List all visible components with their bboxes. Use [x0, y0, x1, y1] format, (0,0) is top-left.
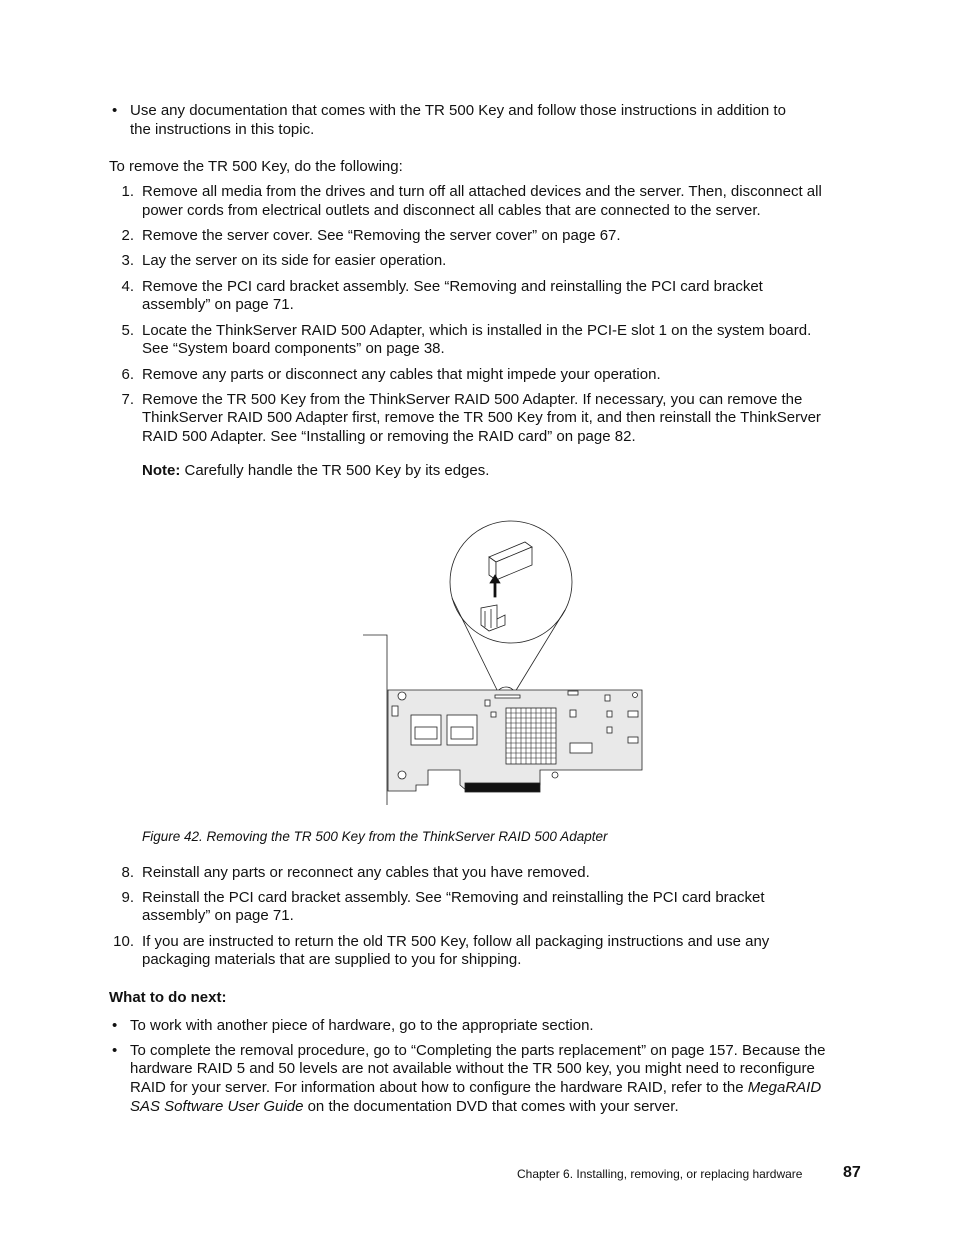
next-bullet-1: To work with another piece of hardware, go to the appropriate section.: [130, 1017, 594, 1034]
next-heading: What to do next:: [109, 989, 227, 1006]
step-5-line-1: Locate the ThinkServer RAID 500 Adapter, which is installed in the PCI-E slot 1 on the system board.: [142, 322, 812, 339]
step-number: 3.: [121, 252, 134, 269]
next-bullet-2-line-4: [130, 1098, 679, 1117]
step-7-line-2: ThinkServer RAID 500 Adapter first, remove the TR 500 Key from it, and then reinstall the ThinkServer: [142, 409, 821, 426]
step-7-line-3: RAID 500 Adapter. See “Installing or removing the RAID card” on page 82.: [142, 428, 636, 445]
next-bullet-2-line-3-text: RAID for your server. For information about how to configure the hardware RAID, refer to the: [130, 1079, 748, 1096]
intro-bullet-line-1: Use any documentation that comes with the TR 500 Key and follow those instructions in addition to: [130, 102, 786, 119]
bullet-marker: •: [112, 1042, 118, 1059]
note-label: Note:: [142, 462, 181, 479]
step-8-line-1: Reinstall any parts or reconnect any cables that you have removed.: [142, 864, 590, 881]
step-1-line-1: Remove all media from the drives and turn off all attached devices and the server. Then, disconnect all: [142, 183, 822, 200]
tr500-key-removal-illustration: [355, 515, 650, 810]
step-9-line-2: assembly” on page 71.: [142, 907, 294, 924]
intro-bullet-line-2: the instructions in this topic.: [130, 121, 315, 138]
procedure-lead: To remove the TR 500 Key, do the following:: [109, 158, 403, 175]
step-4-line-2: assembly” on page 71.: [142, 296, 294, 313]
footer-chapter: Chapter 6. Installing, removing, or replacing hardware: [517, 1167, 803, 1181]
next-bullet-2-line-3: [130, 1079, 821, 1098]
step-6-line-1: Remove any parts or disconnect any cables that might impede your operation.: [142, 366, 661, 383]
step-4-line-1: Remove the PCI card bracket assembly. See “Removing and reinstalling the PCI card bracket: [142, 278, 763, 295]
step-3-line-1: Lay the server on its side for easier operation.: [142, 252, 447, 269]
figure-caption: Figure 42. Removing the TR 500 Key from the ThinkServer RAID 500 Adapter: [142, 829, 608, 844]
step-9-line-1: Reinstall the PCI card bracket assembly. See “Removing and reinstalling the PCI card bracket: [142, 889, 765, 906]
step-number: 2.: [121, 227, 134, 244]
next-bullet-2-line-1: To complete the removal procedure, go to “Completing the parts replacement” on page 157. Because the: [130, 1042, 826, 1059]
step-number: 1.: [121, 183, 134, 200]
step-5-line-2: See “System board components” on page 38.: [142, 340, 445, 357]
step-2-line-1: Remove the server cover. See “Removing the server cover” on page 67.: [142, 227, 621, 244]
bullet-marker: •: [112, 1017, 118, 1034]
note-text: Carefully handle the TR 500 Key by its edges.: [184, 462, 490, 479]
step-number: 9.: [121, 889, 134, 906]
step-7-line-1: Remove the TR 500 Key from the ThinkServer RAID 500 Adapter. If necessary, you can remove the: [142, 391, 803, 408]
step-number: 4.: [121, 278, 134, 295]
next-bullet-2-line-2: hardware RAID 5 and 50 levels are not available without the TR 500 key, you might need to reconfigure: [130, 1060, 815, 1077]
note: [142, 462, 489, 481]
step-number: 6.: [121, 366, 134, 383]
step-number: 8.: [121, 864, 134, 881]
guide-title-part-2: SAS Software User Guide: [130, 1098, 304, 1115]
bullet-marker: •: [112, 102, 118, 119]
guide-title-part-1: MegaRAID: [747, 1079, 822, 1096]
step-1-line-2: power cords from electrical outlets and disconnect all cables that are connected to the server.: [142, 202, 761, 219]
page-number: 87: [843, 1164, 861, 1181]
step-number: 7.: [121, 391, 134, 408]
next-bullet-2-line-4-text: on the documentation DVD that comes with your server.: [303, 1098, 679, 1115]
step-number: 5.: [121, 322, 134, 339]
step-10-line-1: If you are instructed to return the old TR 500 Key, follow all packaging instructions and use any: [142, 933, 770, 950]
step-10-line-2: packaging materials that are supplied to you for shipping.: [142, 951, 522, 968]
step-number: 10.: [113, 933, 134, 950]
